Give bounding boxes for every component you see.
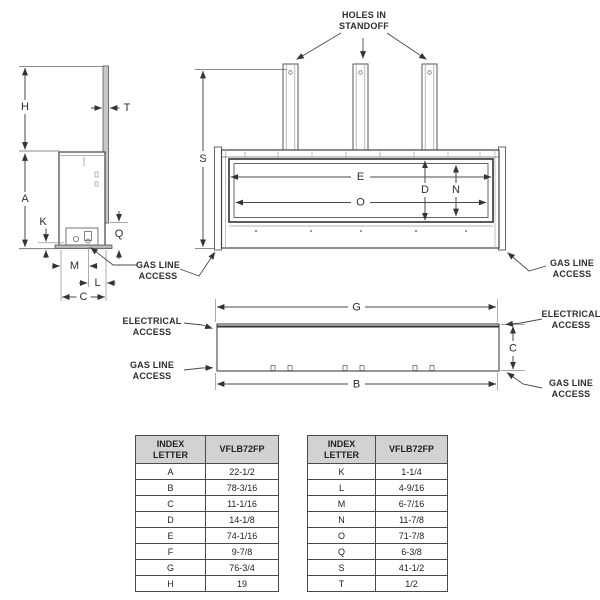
value-cell: 41-1/2 xyxy=(376,560,448,576)
value-cell: 6-7/16 xyxy=(376,496,448,512)
index-letter-cell: N xyxy=(308,512,376,528)
gas-line-access-label: GAS LINE xyxy=(135,260,181,270)
table-row xyxy=(136,560,279,576)
dim-label-e: E xyxy=(356,170,365,183)
index-letter-cell: K xyxy=(308,464,376,480)
dim-label-o: O xyxy=(356,196,365,209)
value-cell: 14-1/8 xyxy=(206,512,279,528)
dim-label-l: L xyxy=(94,276,101,289)
gas-line-access-label: ACCESS xyxy=(132,371,172,381)
dim-label-c-side: C xyxy=(79,290,88,303)
table-row xyxy=(136,528,279,544)
value-cell: 6-3/8 xyxy=(376,544,448,560)
index-letter-cell: M xyxy=(308,496,376,512)
column-header-index-letter xyxy=(308,436,376,464)
holes-in-standoff-callout xyxy=(297,10,427,60)
gas-line-access-label: ACCESS xyxy=(552,269,592,279)
value-cell: 11-1/16 xyxy=(206,496,279,512)
table-row xyxy=(308,544,448,560)
table-row xyxy=(308,464,448,480)
dim-label-k: K xyxy=(39,215,47,228)
dim-label-h: H xyxy=(21,100,29,113)
dim-label-m: M xyxy=(69,259,80,272)
table-row xyxy=(308,528,448,544)
holes-in-standoff-label: STANDOFF xyxy=(339,21,389,31)
index-letter-cell: Q xyxy=(308,544,376,560)
value-cell: 19 xyxy=(206,576,279,592)
gas-line-access-label: ACCESS xyxy=(138,271,178,281)
table-row xyxy=(136,576,279,592)
value-cell: 4-9/16 xyxy=(376,480,448,496)
header-line: INDEX xyxy=(156,438,185,449)
dim-label-c-plan: C xyxy=(509,342,517,355)
electrical-access-label: ACCESS xyxy=(551,320,591,330)
holes-in-standoff-label: HOLES IN xyxy=(341,10,387,20)
value-cell: 71-7/8 xyxy=(376,528,448,544)
value-cell: 74-1/16 xyxy=(206,528,279,544)
table-row xyxy=(136,512,279,528)
gas-line-access-label: ACCESS xyxy=(551,389,591,399)
index-letter-cell: B xyxy=(136,480,206,496)
header-line: INDEX xyxy=(327,438,356,449)
dimension-table-a-h xyxy=(135,435,279,592)
table-row xyxy=(136,496,279,512)
index-letter-cell: H xyxy=(136,576,206,592)
table-row xyxy=(308,512,448,528)
header-line: LETTER xyxy=(153,449,188,460)
value-cell: 9-7/8 xyxy=(206,544,279,560)
index-letter-cell: F xyxy=(136,544,206,560)
value-cell: 11-7/8 xyxy=(376,512,448,528)
index-letter-cell: E xyxy=(136,528,206,544)
gas-line-access-callout-left xyxy=(91,248,216,282)
plan-view xyxy=(216,299,526,390)
column-header-index-letter xyxy=(136,436,206,464)
gas-line-access-callout-plan-right xyxy=(507,373,593,400)
table-row xyxy=(136,480,279,496)
gas-line-access-callout-front-right xyxy=(508,253,595,280)
table-row xyxy=(308,576,448,592)
gas-line-access-label: GAS LINE xyxy=(549,258,595,268)
index-letter-cell: C xyxy=(136,496,206,512)
index-letter-cell: G xyxy=(136,560,206,576)
table-row xyxy=(308,480,448,496)
index-letter-cell: O xyxy=(308,528,376,544)
gas-line-access-label: GAS LINE xyxy=(548,378,594,388)
dim-label-t: T xyxy=(123,101,131,114)
dim-label-s: S xyxy=(199,152,207,165)
index-letter-cell: T xyxy=(308,576,376,592)
electrical-access-label: ACCESS xyxy=(132,327,172,337)
value-cell: 1/2 xyxy=(376,576,448,592)
dimension-table-k-t xyxy=(307,435,448,592)
index-letter-cell: L xyxy=(308,480,376,496)
header-line: LETTER xyxy=(324,449,359,460)
dim-label-b: B xyxy=(352,378,361,391)
table-row xyxy=(136,464,279,480)
column-header-model: VFLB72FP xyxy=(376,436,448,464)
value-cell: 1-1/4 xyxy=(376,464,448,480)
electrical-access-label: ELECTRICAL xyxy=(122,316,182,326)
table-row xyxy=(308,496,448,512)
dim-label-d: D xyxy=(421,183,429,196)
column-header-model: VFLB72FP xyxy=(206,436,279,464)
dim-label-g: G xyxy=(352,301,361,314)
value-cell: 22-1/2 xyxy=(206,464,279,480)
gas-line-access-callout-plan-left xyxy=(130,360,213,381)
table-row xyxy=(136,544,279,560)
dim-label-a: A xyxy=(21,192,29,205)
electrical-access-label: ELECTRICAL xyxy=(541,309,600,319)
front-view xyxy=(195,64,506,250)
dim-label-q: Q xyxy=(114,227,124,240)
index-letter-cell: S xyxy=(308,560,376,576)
value-cell: 78-3/16 xyxy=(206,480,279,496)
value-cell: 76-3/4 xyxy=(206,560,279,576)
table-row xyxy=(308,560,448,576)
electrical-access-callout-left xyxy=(123,316,213,337)
gas-line-access-label: GAS LINE xyxy=(129,360,175,370)
index-letter-cell: A xyxy=(136,464,206,480)
dim-label-n: N xyxy=(452,183,460,196)
electrical-access-callout-right xyxy=(506,309,600,330)
standoffs xyxy=(283,64,437,151)
index-letter-cell: D xyxy=(136,512,206,528)
